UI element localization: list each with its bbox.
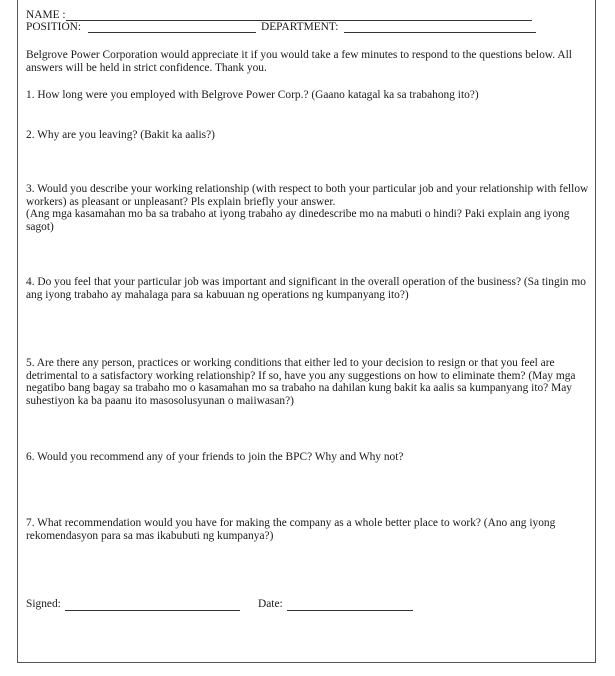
- question-5: 5. Are there any person, practices or working conditions that either led to your decision to resign or that you feel are detrimental to a satisfactory working relationship? If so, have you any suggestions on how to eliminate them? (May mga negatibo bang bagay sa trabaho mo o kasamahan mo sa trabaho na dahilan kung bakit ka aalis sa kumpanyang ito? May suhestiyon ka ba paanu ito masosolusyunan o maiiwasan?): [26, 357, 576, 407]
- question-4: 4. Do you feel that your particular job was important and significant in the overall operation of the business? (Sa tingin mo ang iyong trabaho ay mahalaga para sa kabuuan ng operations ng kumpanyang ito?): [26, 276, 586, 301]
- position-field[interactable]: [88, 32, 256, 33]
- question-3-translation: (Ang mga kasamahan mo ba sa trabaho at iyong trabaho ay dinedescribe mo na mabuti o hindi? Paki explain ang iyong sagot): [26, 208, 570, 233]
- question-7: 7. What recommendation would you have for making the company as a whole better place to work? (Ano ang iyong rekomendasyon para sa mas ikabubuti ng kumpanya?): [26, 517, 556, 542]
- intro-text: Belgrove Power Corporation would appreciate it if you would take a few minutes to respond to the questions below. All answers will be held in strict confidence. Thank you.: [26, 49, 572, 74]
- date-field[interactable]: [287, 610, 413, 611]
- name-label: NAME :: [26, 9, 66, 21]
- signature-field[interactable]: [65, 610, 240, 611]
- question-3: 3. Would you describe your working relationship (with respect to both your particular job and your relationship with fellow workers) as pleasant or unpleasant? Pls explain briefly your answer.: [26, 183, 589, 208]
- department-label: DEPARTMENT:: [261, 21, 339, 33]
- question-1: 1. How long were you employed with Belgrove Power Corp.? (Gaano katagal ka sa trabahong ito?): [26, 89, 479, 101]
- position-label: POSITION:: [26, 21, 82, 33]
- date-label: Date:: [258, 598, 283, 610]
- signed-label: Signed:: [26, 598, 61, 610]
- exit-interview-form: [17, 0, 596, 663]
- department-field[interactable]: [344, 32, 536, 33]
- question-2: 2. Why are you leaving? (Bakit ka aalis?): [26, 129, 215, 141]
- question-6: 6. Would you recommend any of your friends to join the BPC? Why and Why not?: [26, 451, 404, 463]
